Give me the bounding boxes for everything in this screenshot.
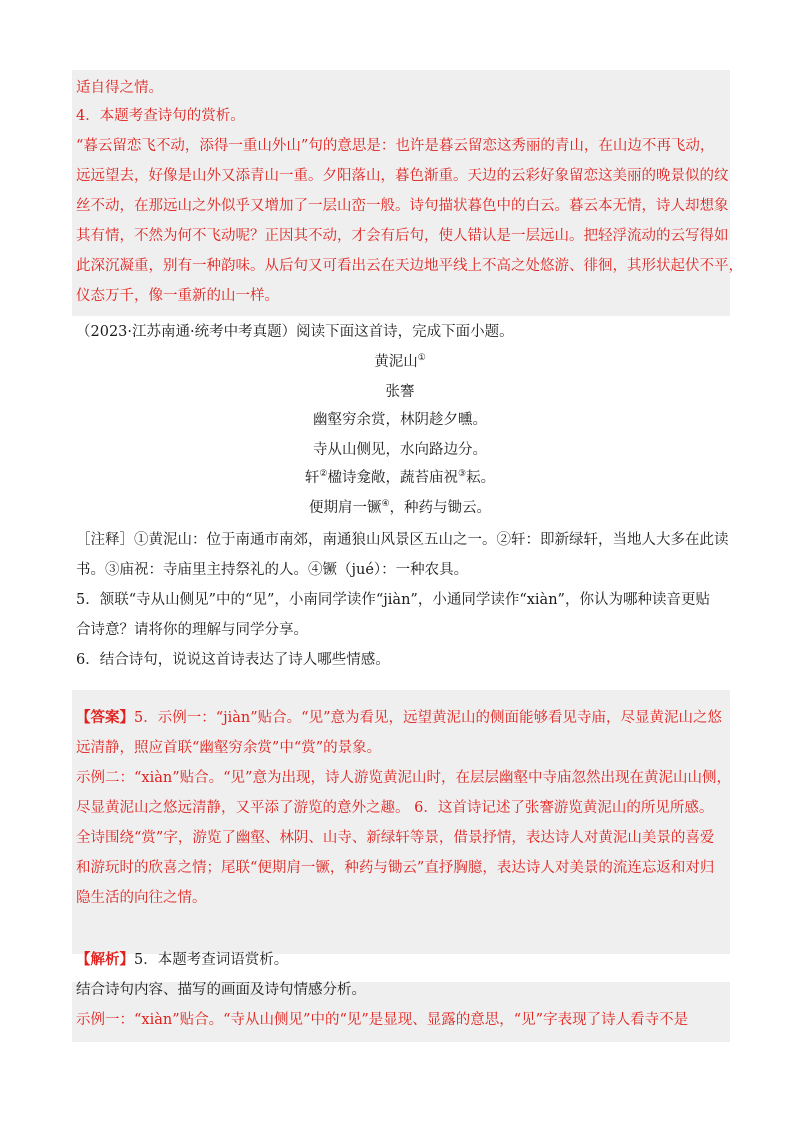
q4-title: 4．本题考查诗句的赏析。 (76, 108, 245, 124)
answer-line: 远清静，照应首联“幽壑穷余赏”中“赏”的景象。 (76, 740, 382, 756)
poem-text: ，种药与锄云。 (389, 500, 492, 516)
question-intro: （2023·江苏南通·统考中考真题）阅读下面这首诗，完成下面小题。 (76, 324, 514, 340)
poem-text: 便期肩一镢 (308, 500, 382, 516)
notes-line: 书。③庙祝：寺庙里主持祭礼的人。④镢（jué）：一种农具。 (76, 562, 469, 578)
footnote-marker: ③ (458, 469, 467, 479)
q4-line: 丝不动，在那远山之外似乎又增加了一层山峦一般。诗句描状暮色中的白云。暮云本无情，诗人却想象 (76, 198, 729, 214)
answer-line (76, 708, 722, 728)
question-6: 6．结合诗句，说说这首诗表达了诗人哪些情感。 (76, 652, 390, 668)
poem-author: 张謇 (385, 384, 415, 400)
question-5-cont: 合诗意？请将你的理解与同学分享。 (76, 622, 308, 638)
prev-answer-tail: 适自得之情。 (76, 80, 163, 96)
answer-highlight-block (72, 690, 730, 954)
answer-line: 和游玩时的欣喜之情；尾联“便期肩一镢，种药与锄云”直抒胸臆，表达诗人对美景的流连忘返和对归 (76, 860, 715, 876)
analysis-line (76, 950, 288, 970)
analysis-line: 结合诗句内容、描写的画面及诗句情感分析。 (76, 982, 366, 998)
notes-line: ［注释］①黄泥山：位于南通市南郊，南通狼山风景区五山之一。②轩：即新绿轩，当地人大多在此读 (76, 532, 729, 548)
q4-line: 此深沉凝重，别有一种韵味。从后句又可看出云在天边地平线上不高之处悠游、徘徊，其形状起伏不平， (76, 258, 743, 274)
poem-text: 轩 (304, 470, 320, 486)
question-5: 5．颔联“寺从山侧见”中的“见”，小南同学读作“jiàn”，小通同学读作“xiàn”，你认为哪种读音更贴 (76, 592, 710, 608)
analysis-text: 5．本题考查词语赏析。 (134, 952, 289, 968)
answer-line: 全诗围绕“赏”字，游览了幽壑、林阴、山寺、新绿轩等景，借景抒情，表达诗人对黄泥山美景的喜爱 (76, 830, 715, 846)
analysis-label: 【解析】 (76, 951, 134, 968)
footnote-marker: ① (417, 353, 426, 363)
poem-title-text: 黄泥山 (374, 354, 418, 370)
poem-line-4 (0, 498, 800, 518)
poem-text: 耘。 (466, 470, 496, 486)
analysis-line: 示例一：“xiàn”贴合。“寺从山侧见”中的“见”是显现、显露的意思，“见”字表现了诗人看寺不是 (76, 1012, 689, 1028)
answer-line: 尽显黄泥山之悠远清静，又平添了游览的意外之趣。 6．这首诗记述了张謇游览黄泥山的所见所感。 (76, 800, 714, 816)
answer-line: 示例二：“xiàn”贴合。“见”意为出现，诗人游览黄泥山时，在层层幽壑中寺庙忽然出现在黄泥山山侧， (76, 770, 731, 786)
answer-label: 【答案】 (76, 709, 134, 726)
poem-text: 楹诗龛敞，蔬苔庙祝 (327, 470, 458, 486)
q4-line: 远远望去，好像是山外又添青山一重。夕阳落山，暮色渐重。天边的云彩好象留恋这美丽的晚景似的纹 (76, 168, 729, 184)
answer-text: 5．示例一：“jiàn”贴合。“见”意为看见，远望黄泥山的侧面能够看见寺庙，尽显黄泥山之悠 (134, 710, 722, 726)
q4-line: 其有情，不然为何不飞动呢？正因其不动，才会有后句，使人错认是一层远山。把轻浮流动的云写得如 (76, 228, 729, 244)
q4-line: “暮云留恋飞不动，添得一重山外山”句的意思是：也许是暮云留恋这秀丽的青山，在山边不再飞动， (76, 138, 715, 154)
poem-line-1: 幽壑穷余赏，林阴趁夕曛。 (313, 412, 487, 428)
poem-title (0, 352, 800, 372)
footnote-marker: ② (319, 469, 328, 479)
answer-line: 隐生活的向往之情。 (76, 890, 207, 906)
q4-line: 仪态万千，像一重新的山一样。 (76, 288, 279, 304)
footnote-marker: ④ (381, 499, 390, 509)
poem-line-2: 寺从山侧见，水向路边分。 (313, 442, 487, 458)
poem-line-3 (0, 468, 800, 488)
